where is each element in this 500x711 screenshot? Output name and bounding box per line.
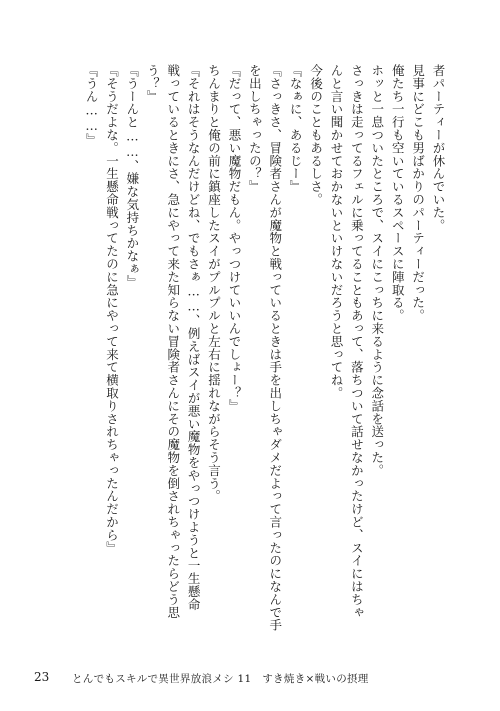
text-line: 見事にどこも男ばかりのパーティーだった。 [410,64,426,322]
text-line: 者パーティーが休んでいた。 [431,64,446,232]
text-line: 今後のこともあるしさ。 [308,64,324,206]
text-line: 『それはそうなんだけどね、でもさぁ……、例えばスイが悪い魔物をやっつけようと一生懸命 [186,64,202,611]
text-line: 『うーんと……、嫌な気持ちかなぁ』 [124,64,140,289]
text-line: 『うん……』 [84,64,100,147]
text-line: 俺たち一行も空いているスペースに陣取る。 [390,64,406,322]
text-line: を出しちゃったの？』 [247,64,263,193]
text-line: 『さっきさ、冒険者さんが魔物と戦っているときは手を出しちゃダメだよって言ったのになんで手 [267,64,283,632]
text-line: ちんまりと俺の前に鎮座したスイがプルプルと左右に揺れながらそう言う。 [206,64,222,503]
text-line: 戦っているときにさ、急にやって来た知らない冒険者さんにその魔物を倒されちゃったらどう思 [165,64,181,619]
text-line: 『なぁに、あるじー』 [288,64,304,193]
text-line: う？』 [145,64,161,103]
text-line: 『だって、悪い魔物だもん。やっつけていいんでしょー？』 [226,64,242,413]
page-footer [0,670,500,686]
text-line: ホッと一息ついたところで、スイにこっちに来るように念話を送った。 [369,64,385,477]
running-title: とんでもスキルで異世界放浪メシ 11 すき焼き×戦いの摂理 [72,673,369,685]
text-line: 『そうだよな。一生懸命戦ってたのに急にやって来て横取りされちゃったんだから』 [104,64,120,555]
vertical-text-body [48,64,448,654]
text-line: さっきは走ってるフェルに乗ってることもあって、落ちついて話せなかったけど、スイにはちゃ [349,64,365,619]
page-number: 23 [34,670,50,684]
text-line: んと言い聞かせておかないといけないだろうと思ってね。 [328,64,344,400]
